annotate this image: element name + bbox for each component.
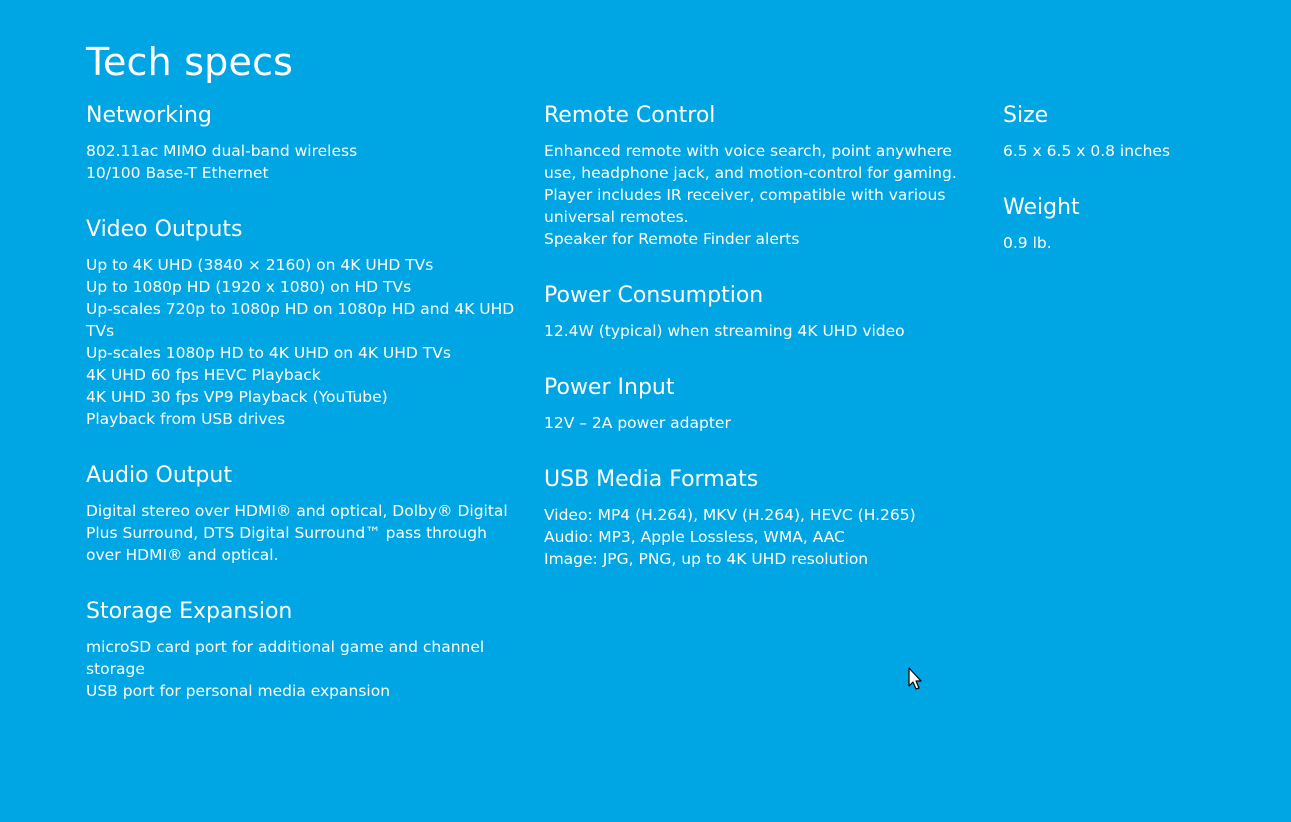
- spec-section-remote-control: [544, 100, 974, 250]
- spec-heading-size: Size: [1003, 103, 1049, 128]
- spec-line: Audio: MP3, Apple Lossless, WMA, AAC: [544, 528, 845, 546]
- spec-heading-power-input: Power Input: [544, 375, 675, 400]
- spec-section-power-input: [544, 372, 974, 434]
- spec-section-power-consumption: [544, 280, 974, 342]
- spec-line: Speaker for Remote Finder alerts: [544, 230, 800, 248]
- spec-heading-networking: Networking: [86, 103, 212, 128]
- spec-section-video-outputs: [86, 214, 516, 430]
- spec-column-left: [86, 100, 516, 732]
- spec-line: Up-scales 1080p HD to 4K UHD on 4K UHD TVs: [86, 344, 451, 362]
- spec-line: microSD card port for additional game and channel storage: [86, 638, 485, 678]
- spec-section-size: [1003, 100, 1263, 162]
- spec-line: 0.9 lb.: [1003, 234, 1052, 252]
- spec-line: 12.4W (typical) when streaming 4K UHD video: [544, 322, 905, 340]
- spec-line: 4K UHD 30 fps VP9 Playback (YouTube): [86, 388, 388, 406]
- spec-line: 12V – 2A power adapter: [544, 414, 731, 432]
- spec-line: Image: JPG, PNG, up to 4K UHD resolution: [544, 550, 869, 568]
- spec-section-usb-media-formats: [544, 464, 974, 570]
- page-title: Tech specs: [86, 40, 294, 84]
- mouse-pointer-icon: [908, 667, 922, 691]
- spec-line: Up-scales 720p to 1080p HD on 1080p HD and 4K UHD TVs: [86, 300, 515, 340]
- spec-line: Up to 4K UHD (3840 × 2160) on 4K UHD TVs: [86, 256, 434, 274]
- spec-heading-power-consumption: Power Consumption: [544, 283, 764, 308]
- spec-line: 6.5 x 6.5 x 0.8 inches: [1003, 142, 1171, 160]
- spec-line: 802.11ac MIMO dual-band wireless: [86, 142, 358, 160]
- spec-line: Video: MP4 (H.264), MKV (H.264), HEVC (H.265): [544, 506, 916, 524]
- spec-section-storage-expansion: [86, 596, 516, 702]
- spec-section-networking: [86, 100, 516, 184]
- spec-heading-remote-control: Remote Control: [544, 103, 716, 128]
- spec-column-right: [1003, 100, 1263, 284]
- spec-line: Playback from USB drives: [86, 410, 286, 428]
- spec-column-middle: [544, 100, 974, 600]
- spec-line: Up to 1080p HD (1920 x 1080) on HD TVs: [86, 278, 412, 296]
- spec-section-audio-output: [86, 460, 516, 566]
- spec-line: USB port for personal media expansion: [86, 682, 391, 700]
- spec-heading-video-outputs: Video Outputs: [86, 217, 243, 242]
- spec-line: Digital stereo over HDMI® and optical, Dolby® Digital Plus Surround, DTS Digital Surround™ pass through over HDMI® and optical.: [86, 502, 508, 564]
- spec-heading-weight: Weight: [1003, 195, 1080, 220]
- spec-line: 4K UHD 60 fps HEVC Playback: [86, 366, 321, 384]
- spec-line: Enhanced remote with voice search, point anywhere use, headphone jack, and motion-control for gaming. Player includes IR receiver, compatible with various universal remotes.: [544, 142, 957, 226]
- spec-heading-storage-expansion: Storage Expansion: [86, 599, 293, 624]
- spec-line: 10/100 Base-T Ethernet: [86, 164, 269, 182]
- spec-heading-audio-output: Audio Output: [86, 463, 232, 488]
- spec-heading-usb-media-formats: USB Media Formats: [544, 467, 759, 492]
- spec-section-weight: [1003, 192, 1263, 254]
